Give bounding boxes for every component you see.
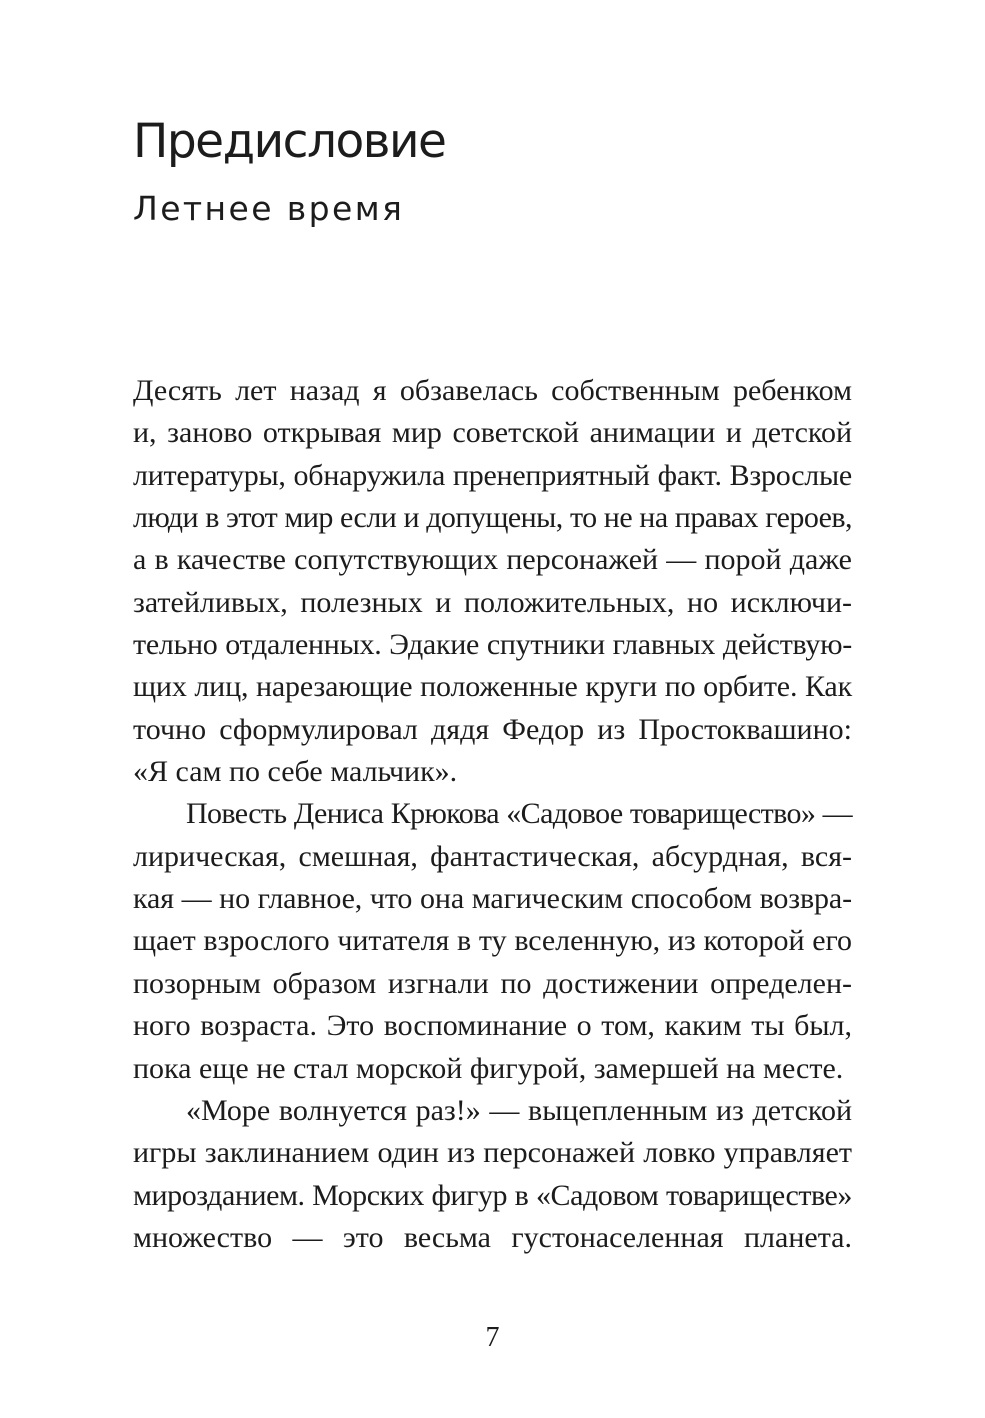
text-line: а в качестве сопутствующих персонажей — порой даже — [133, 543, 852, 577]
text-line: щает взрослого читателя в ту вселенную, из которой его — [133, 924, 852, 958]
paragraph-1 — [133, 370, 852, 793]
text-line: кая — но главное, что она магическим способом возвра- — [133, 882, 852, 916]
text-line: Десять лет назад я обзавелась собственным ребенком — [133, 374, 852, 407]
text-line: «Море волнуется раз!» — выцепленным из детской — [186, 1093, 852, 1127]
text-line: и, заново открывая мир советской анимации и детской — [133, 416, 852, 450]
text-line: ного возраста. Это воспоминание о том, каким ты был, — [133, 1009, 852, 1043]
text-line: позорным образом изгнали по достижении определен- — [133, 966, 852, 1000]
text-line: точно сформулировал дядя Федор из Простоквашино: — [133, 712, 852, 746]
text-line: литературы, обнаружила пренеприятный факт. Взрослые — [133, 458, 852, 492]
text-line: щих лиц, нарезающие положенные круги по орбите. Как — [133, 670, 852, 704]
text-line: пока еще не стал морской фигурой, замершей на месте. — [133, 1051, 844, 1085]
text-line: «Я сам по себе мальчик». — [133, 755, 458, 789]
text-line: мирозданием. Морских фигур в «Садовом товариществе» — [133, 1178, 852, 1212]
paragraph-3 — [133, 1090, 852, 1259]
chapter-title: Предисловие — [133, 114, 446, 169]
text-line: затейливых, полезных и положительных, но исключи- — [133, 585, 852, 619]
body-text — [133, 370, 852, 1259]
text-line: лирическая, смешная, фантастическая, абсурдная, вся- — [133, 839, 852, 873]
text-line: Повесть Дениса Крюкова «Садовое товарищество» — — [186, 797, 852, 831]
text-line: множество — это весьма густонаселенная планета. — [133, 1220, 852, 1254]
paragraph-2 — [133, 793, 852, 1089]
chapter-subtitle: Летнее время — [133, 189, 405, 228]
text-line: игры заклинанием один из персонажей ловко управляет — [133, 1136, 852, 1170]
text-line: тельно отдаленных. Эдакие спутники главных действую- — [133, 628, 852, 662]
text-line: люди в этот мир если и допущены, то не на правах героев, — [133, 501, 852, 535]
page-number: 7 — [485, 1322, 500, 1353]
